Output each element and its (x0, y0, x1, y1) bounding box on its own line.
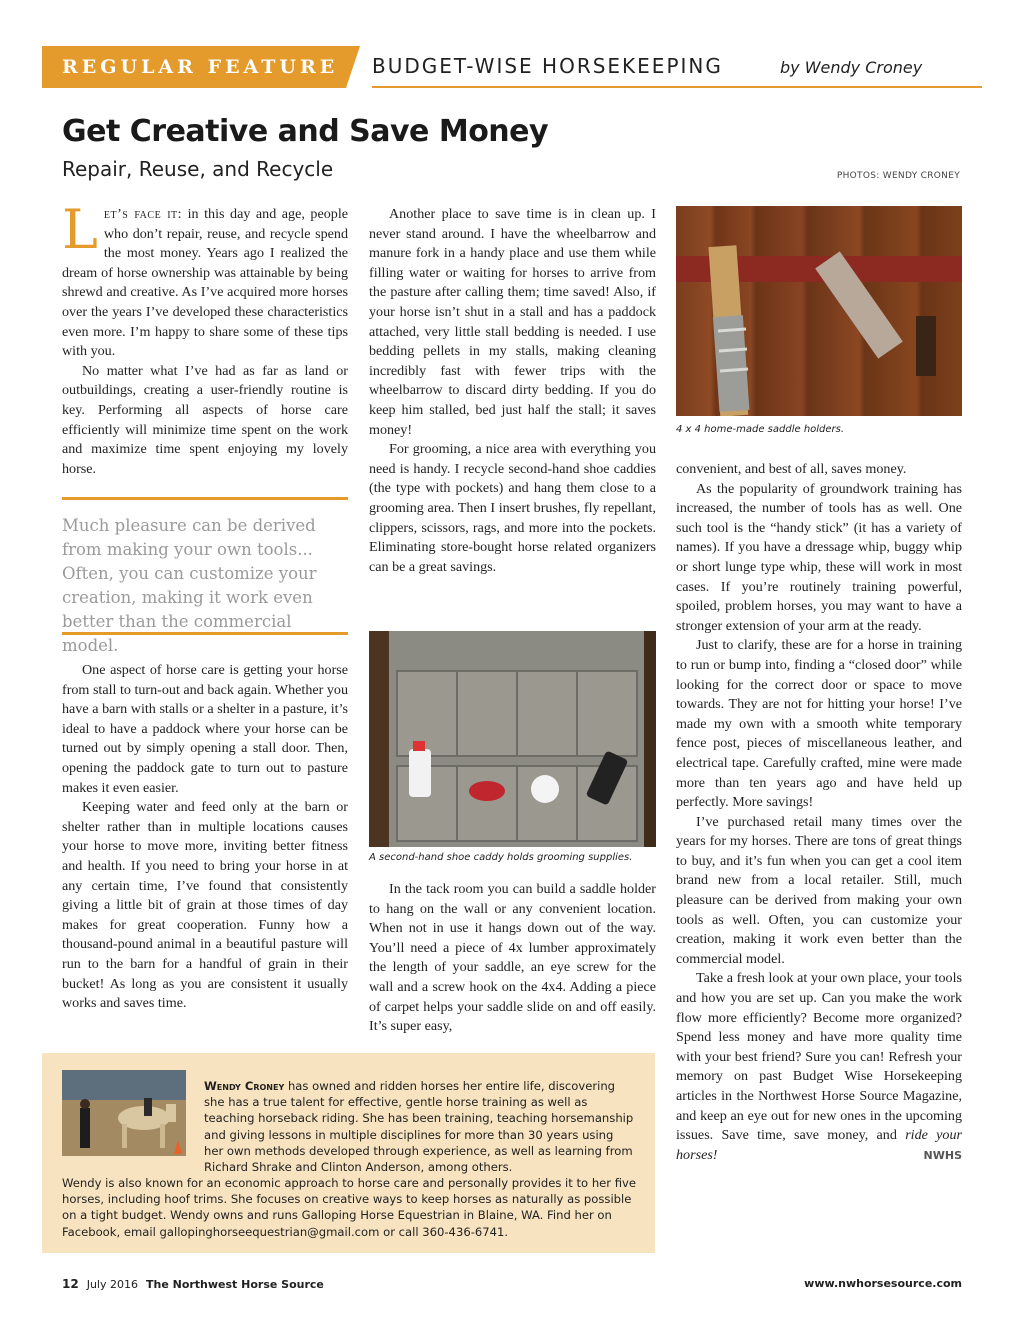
column-2-top (369, 205, 656, 577)
author-bio-second: Wendy is also known for an economic approach to horse care and personally provides it to her five horses, including hoof trims. She focuses on creative ways to keep horses as naturally as possible on a tight budget. Wendy owns and runs Galloping Horse Equestrian in Blaine, WA. Find her on Facebook, email gallopinghorseequestrian@gmail.com or call 360-436-6741. (62, 1176, 637, 1239)
magazine-name: The Northwest Horse Source (145, 1278, 324, 1291)
shoe-caddy-caption: A second-hand shoe caddy holds grooming supplies. (369, 852, 633, 863)
feature-label: REGULAR FEATURE (62, 56, 339, 78)
website-link[interactable]: www.nwhorsesource.com (804, 1277, 962, 1290)
drop-cap: L (62, 198, 98, 261)
feature-label-notch (346, 46, 360, 88)
paragraph-retail: I’ve purchased retail many times over the years for my horses. There are tons of great things to buy, and it’s fun when you can get a cool item brand new from a local retailer. Still, much pleasure can be derived from making your own tools as well. Often, you can customize your creation, making it work even better than the commercial model. (676, 813, 962, 967)
author-photo-illustration (62, 1070, 186, 1156)
author-name: Wendy Croney (204, 1079, 285, 1093)
author-photo (62, 1070, 186, 1156)
paragraph-clarify: Just to clarify, these are for a horse in training to run or bump into, finding a “closed door” while looking for the correct door or space to move towards. They are not for hitting your horse! I’ve made my own with a smooth white temporary fence post, pieces of miscellaneous leather, and electrical tape. Carefully crafted, mine were made more than ten years ago and have held up perfectly. More savings! (676, 637, 962, 811)
pull-quote-text: Much pleasure can be derived from making your own tools... Often, you can customize your creation, making it work even better than the commercial model. (62, 516, 317, 655)
column-1-top (62, 198, 348, 479)
paragraph-groundwork: As the popularity of groundwork training has increased, the number of tools has as well. One such tool is the “handy stick” (it has a variety of names). If you have a dressage whip, buggy whip or short lunge type whip, these will work in most cases. If you’re routinely training powerful, spoiled, problem horses, you may want to have a stronger extension of your arm at the ready. (676, 480, 962, 634)
column-1-bottom (62, 661, 348, 1014)
lead-in: et’s face it: (103, 206, 183, 222)
author-bio-box (42, 1053, 655, 1253)
saddle-holder-illustration (676, 206, 962, 416)
page-number: 12 (62, 1277, 79, 1291)
closing-italic: ride your horses! (676, 1127, 962, 1163)
saddle-holder-caption: 4 x 4 home-made saddle holders. (676, 424, 845, 435)
page-footer-left (62, 1277, 324, 1291)
paragraph-closing-text: Take a fresh look at your own place, your tools and how you are set up. Can you make the work flow more efficiently? Become more organized? Spend less money and have more quality time with your best friend? Sure you can! Refresh your memory on past Budget Wise Horsekeeping articles in the Northwest Horse Source Magazine, and keep an eye out for new ones in the upcoming issues. Save time, save money, and (676, 970, 962, 1144)
paragraph-feeding: Keeping water and feed only at the barn or shelter rather than in multiple locations causes your horse to move more, inviting better fitness and health. If you need to bring your horse in at any certain time, I’ve found that consistently giving a little bit of grain at those times of day makes for great cooperation. Funny how a thousand-pound animal in a beautiful pasture will run to the barn for a handful of grain in their bucket! As long as you are consistent it usually works and saves time. (62, 799, 348, 1012)
paragraph-saddle-holder: In the tack room you can build a saddle holder to hang on the wall or any convenient location. When not in use it hangs down out of the way. You’ll need a piece of 4x lumber approximately the length of your saddle, an eye screw for the wall and a screw hook on the 4x4. Adding a piece of carpet helps your saddle slide on and off easily. It’s super easy, (369, 881, 656, 1035)
byline: by Wendy Croney (780, 58, 923, 77)
series-title: BUDGET-WISE HORSEKEEPING (372, 54, 723, 78)
author-bio-first (204, 1078, 634, 1175)
series-header (372, 46, 982, 88)
feature-label-tab (42, 46, 346, 88)
feature-banner (42, 46, 982, 88)
author-bio-first-text: has owned and ridden horses her entire life, discovering she has a true talent for effective, gentle horse training as well as teaching horseback riding. She has been training, teaching horsemanship and giving lessons in multiple disciplines for more than 30 years using her own methods developed through experience, as well as learning from Richard Shrake and Clinton Anderson, among others. (204, 1079, 634, 1175)
saddle-holder-photo (676, 206, 962, 416)
paragraph-routine: No matter what I’ve had as far as land or outbuildings, creating a user-friendly routine is key. Performing all aspects of horse care efficiently will minimize time spent on the work and maximize time spent enjoying my lovely horse. (62, 362, 348, 477)
paragraph-grooming: For grooming, a nice area with everything you need is handy. I recycle second-hand shoe caddies (the type with pockets) and hang them close to a grooming area. Then I insert brushes, fly repellant, clippers, scissors, rags, and more into the pockets. Eliminating store-bought horse related organizers can be a great savings. (369, 441, 656, 575)
shoe-caddy-illustration (369, 631, 656, 847)
article-subhead: Repair, Reuse, and Recycle (62, 157, 334, 181)
shoe-caddy-photo (369, 631, 656, 847)
paragraph-closing (676, 969, 962, 1165)
paragraph-turnout: One aspect of horse care is getting your horse from stall to turn-out and back again. Whether you have a barn with stalls or a shelter in a pasture, it’s ideal to have a paddock where your horse can be turned out by simply opening a stall door. Then, opening the paddock gate to turn out to pasture makes it even easier. (62, 662, 348, 796)
column-3 (676, 460, 962, 1165)
column-2-bottom (369, 880, 656, 1037)
article-headline: Get Creative and Save Money (62, 114, 549, 149)
issue-date: July 2016 (86, 1278, 138, 1291)
end-mark: NWHS (923, 1148, 962, 1162)
photo-credit: PHOTOS: WENDY CRONEY (836, 171, 960, 181)
paragraph-intro-text: in this day and age, people who don’t repair, reuse, and recycle spend the most money. Years ago I realized the dream of horse ownership was attainable by being shrewd and creative. As I’ve acquired more horses over the years I’ve developed these characteristics even more. I’m happy to share some of these tips with you. (62, 206, 348, 360)
paragraph-cleanup: Another place to save time is in clean up. I never stand around. I have the wheelbarrow and manure fork in a handy place and use them while filling water or waiting for horses to arrive from the pasture after calling them; time saved! Also, if your horse isn’t shut in a stall and has a paddock attached, very little stall bedding is needed. I use bedding pellets in my stalls, making cleaning incredibly fast with fewer trips with the wheelbarrow to discard dirty bedding. If you do keep him stalled, bed just half the stall; it saves money! (369, 206, 656, 438)
pull-quote (62, 497, 348, 655)
paragraph-intro (62, 198, 348, 362)
paragraph-saddle-holder-cont: convenient, and best of all, saves money. (676, 461, 907, 477)
